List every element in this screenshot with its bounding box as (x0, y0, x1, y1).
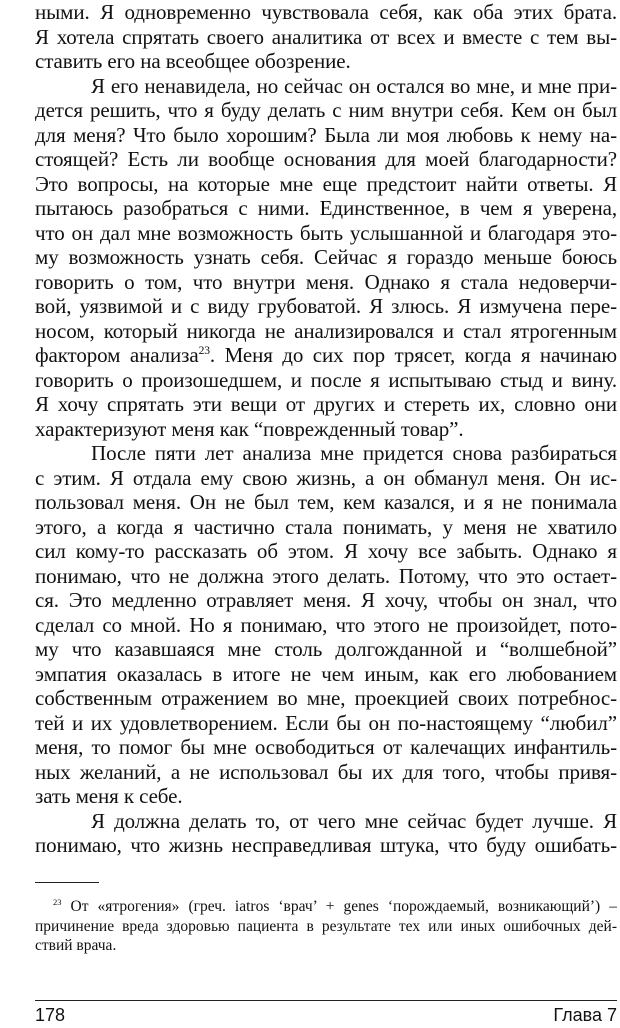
text-line: пытаюсь разобраться с ними. Единственное, в чем я уверена, (35, 196, 617, 220)
footnote-marker: 23 (53, 897, 62, 907)
text-line: для меня? Что было хорошим? Была ли моя любовь к нему на- (35, 122, 617, 147)
text-line: му возможность узнать себя. Сейчас я гораздо меньше боюсь (35, 245, 617, 269)
text-line: меня, то помог бы мне освободиться от калечащих инфантиль- (35, 735, 617, 759)
text-fragment: фактором анализа (35, 343, 199, 367)
footnote-line: ствий врача. (35, 937, 117, 954)
text-line: с этим. Я отдала ему свою жизнь, а он обманул меня. Он ис- (35, 465, 617, 490)
text-line: ся. Это медленно отравляет меня. Я хочу, чтобы он знал, что (35, 588, 617, 612)
text-line: понимаю, что не должна этого делать. Потому, что это остает- (35, 563, 617, 588)
footnote-line (35, 897, 617, 917)
text-line: Я должна делать то, от чего мне сейчас будет лучше. Я (91, 808, 617, 833)
footnote-text: От «ятрогения» (греч. iatros ‘врач’ + genes ‘порождаемый, возникающий’) – (61, 898, 617, 915)
text-line: ными. Я одновременно чувствовала себя, как оба этих брата. (35, 0, 617, 24)
text-fragment: . Меня до сих пор трясет, когда я начинаю (209, 343, 617, 367)
text-line: ных желаний, а не использовал бы их для того, чтобы привя- (35, 759, 617, 784)
text-line: характеризуют меня как “поврежденный товар”. (35, 416, 464, 441)
text-line: говорить о том, что внутри меня. Однако я стала недоверчи- (35, 269, 617, 294)
text-line: эмпатия оказалась в итоге не чем иным, как его любованием (35, 661, 617, 686)
text-line: Я хотела спрятать своего аналитика от всех и вместе с тем вы- (35, 24, 617, 49)
text-line: Я его ненавидела, но сейчас он остался во мне, и мне при- (91, 73, 617, 98)
text-line: тей и их удовлетворением. Если бы он по-настоящему “любил” (35, 710, 617, 735)
text-line: После пяти лет анализа мне придется снова разбираться (91, 441, 617, 465)
footnote-divider (35, 882, 99, 883)
text-line: сделал со мной. Но я понимаю, что этого не произойдет, пото- (35, 612, 617, 637)
footnote (35, 897, 617, 956)
text-line: пользовал меня. Он не был тем, кем казался, и я не понимала (35, 490, 617, 514)
main-text (35, 0, 617, 858)
text-line: стоящей? Есть ли вообще основания для моей благодарности? (35, 147, 617, 171)
text-line: понимаю, что жизнь несправедливая штука, что буду ошибать- (35, 833, 617, 857)
text-line: сил кому-то рассказать об этом. Я хочу все забыть. Однако я (35, 539, 617, 563)
text-line: му что казавшаяся мне столь долгожданной и “волшебной” (35, 637, 617, 661)
text-line: ставить его на всеобщее обозрение. (35, 49, 351, 73)
page-number: 178 (35, 1005, 66, 1025)
text-line: что он дал мне возможность быть услышанной и благодаря это- (35, 220, 617, 245)
text-line: вой, уязвимой и с виду грубоватой. Я злюсь. Я измучена пере- (35, 294, 617, 318)
text-line: этого, а когда я частично стала понимать, у меня не хватило (35, 514, 617, 539)
text-line: зать меня к себе. (35, 784, 183, 808)
text-line: дется решить, что я буду делать с ним внутри себя. Кем он был (35, 98, 617, 122)
footer-divider (35, 1000, 617, 1001)
text-line: Я хочу спрятать эти вещи от других и стереть их, словно они (35, 392, 617, 416)
text-line (35, 343, 617, 368)
text-line: носом, который никогда не анализировался и стал ятрогенным (35, 318, 617, 343)
text-line: говорить о произошедшем, и после я испытываю стыд и вину. (35, 367, 617, 392)
text-line: Это вопросы, на которые мне еще предстоит найти ответы. Я (35, 171, 617, 196)
text-line: собственным отражением во мне, проекцией своих потребнос- (35, 686, 617, 710)
chapter-label: Глава 7 (553, 1005, 617, 1025)
footnote-ref: 23 (198, 345, 210, 357)
footnote-line: причинение вреда здоровью пациента в результате тех или иных ошибочных дей- (35, 917, 617, 935)
